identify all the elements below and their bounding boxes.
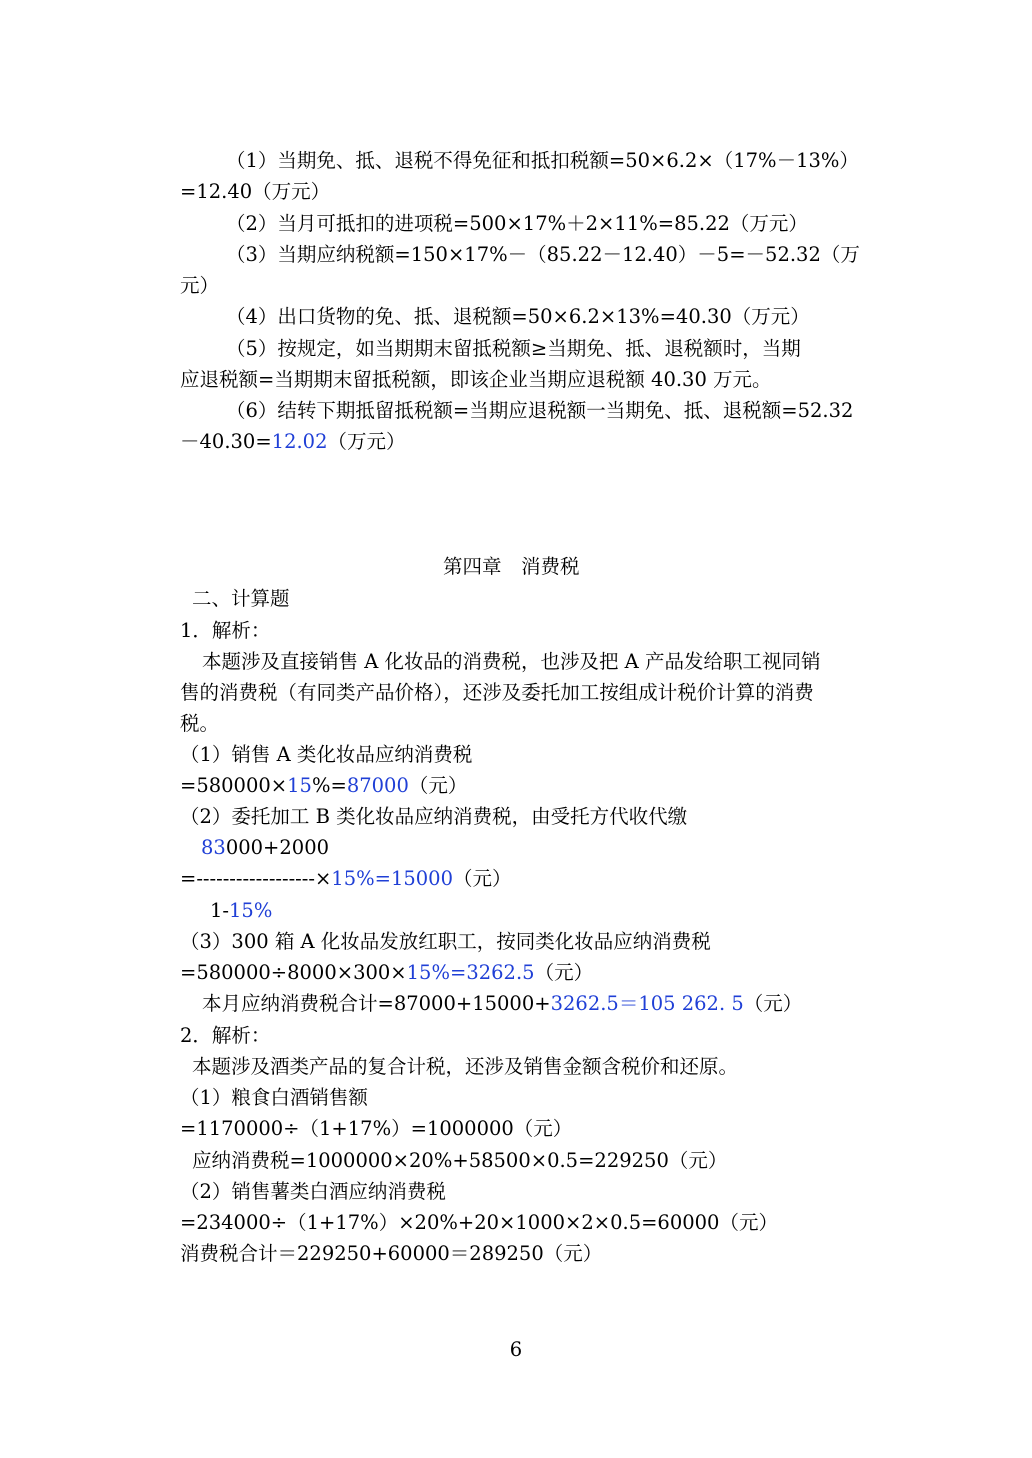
step-title: （3）300 箱 A 化妆品发放红职工，按同类化妆品应纳消费税 [180, 930, 711, 953]
paragraph-line: 售的消费税（有同类产品价格），还涉及委托加工按组成计税价计算的消费 [180, 681, 814, 704]
text-run: （元） [408, 774, 468, 797]
question-heading: 2．解析： [180, 1024, 271, 1047]
text-run: （万元） [327, 430, 406, 453]
highlighted-value: 15% [229, 899, 273, 922]
fraction-numerator [180, 835, 860, 861]
section-heading: 二、计算题 [192, 587, 290, 610]
paragraph-line: （5）按规定，如当期期末留抵税额≥当期免、抵、退税额时，当期 [226, 337, 801, 360]
step-title: （2）销售薯类白酒应纳消费税 [180, 1180, 446, 1203]
highlighted-value: 15%=15000 [331, 867, 453, 890]
paragraph-line: （2）当月可抵扣的进项税=500×17%＋2×11%=85.22（万元） [226, 212, 808, 235]
chapter-title: 第四章 消费税 [443, 555, 580, 578]
highlighted-value: 3262.5＝105 262. 5 [550, 992, 744, 1015]
paragraph-line: =12.40（万元） [180, 180, 331, 203]
fraction-denominator [180, 898, 860, 924]
highlighted-value: 15%=3262.5 [406, 961, 535, 984]
text-run: （元） [453, 867, 512, 890]
highlighted-value: 15 [287, 774, 312, 797]
calc-line: =1170000÷（1+17%）=1000000（元） [180, 1117, 573, 1140]
text-run: 本月应纳消费税合计=87000+15000+ [202, 992, 551, 1015]
calc-line: 应纳消费税=1000000×20%+58500×0.5=229250（元） [192, 1149, 728, 1172]
text-run: =580000÷8000×300× [180, 961, 407, 984]
calc-line [180, 773, 860, 799]
paragraph-line: （1）当期免、抵、退税不得免征和抵扣税额=50×6.2×（17%－13%） [226, 149, 859, 172]
paragraph-line: 元） [180, 274, 220, 297]
text-run: %= [311, 774, 347, 797]
fraction-line [180, 866, 860, 892]
text-run: 1- [210, 899, 229, 922]
paragraph-line: （6）结转下期抵留抵税额=当期应退税额一当期免、抵、退税额=52.32 [226, 399, 854, 422]
text-run: =580000× [180, 774, 288, 797]
paragraph-line [180, 429, 860, 455]
paragraph-line: 应退税额=当期期末留抵税额，即该企业当期应退税额 40.30 万元。 [180, 368, 772, 391]
calc-line: =234000÷（1+17%）×20%+20×1000×2×0.5=60000（元） [180, 1211, 778, 1234]
total-line: 消费税合计＝229250+60000＝289250（元） [180, 1242, 603, 1265]
highlighted-value: 87000 [346, 774, 409, 797]
text-run: 000+2000 [225, 836, 330, 859]
step-title: （1）销售 A 类化妆品应纳消费税 [180, 743, 473, 766]
page-number: 6 [509, 1338, 523, 1361]
text-run: （元） [743, 992, 803, 1015]
paragraph-line: 本题涉及酒类产品的复合计税，还涉及销售金额含税价和还原。 [192, 1055, 739, 1078]
paragraph-line: 本题涉及直接销售 A 化妆品的消费税，也涉及把 A 产品发给职工视同销 [202, 650, 821, 673]
highlighted-value: 83 [201, 836, 226, 859]
paragraph-line: 税。 [180, 712, 220, 735]
highlighted-value: 12.02 [271, 430, 328, 453]
paragraph-line: （3）当期应纳税额=150×17%－（85.22－12.40）－5=－52.32（万 [226, 243, 860, 266]
text-run: =------------------× [180, 867, 332, 890]
calc-line [180, 960, 860, 986]
step-title: （1）粮食白酒销售额 [180, 1086, 368, 1109]
total-line [180, 991, 860, 1017]
text-run: （元） [534, 961, 594, 984]
question-heading: 1．解析： [180, 619, 271, 642]
paragraph-line: （4）出口货物的免、抵、退税额=50×6.2×13%=40.30（万元） [226, 305, 810, 328]
step-title: （2）委托加工 B 类化妆品应纳消费税，由受托方代收代缴 [180, 805, 688, 828]
text-run: －40.30= [180, 430, 272, 453]
